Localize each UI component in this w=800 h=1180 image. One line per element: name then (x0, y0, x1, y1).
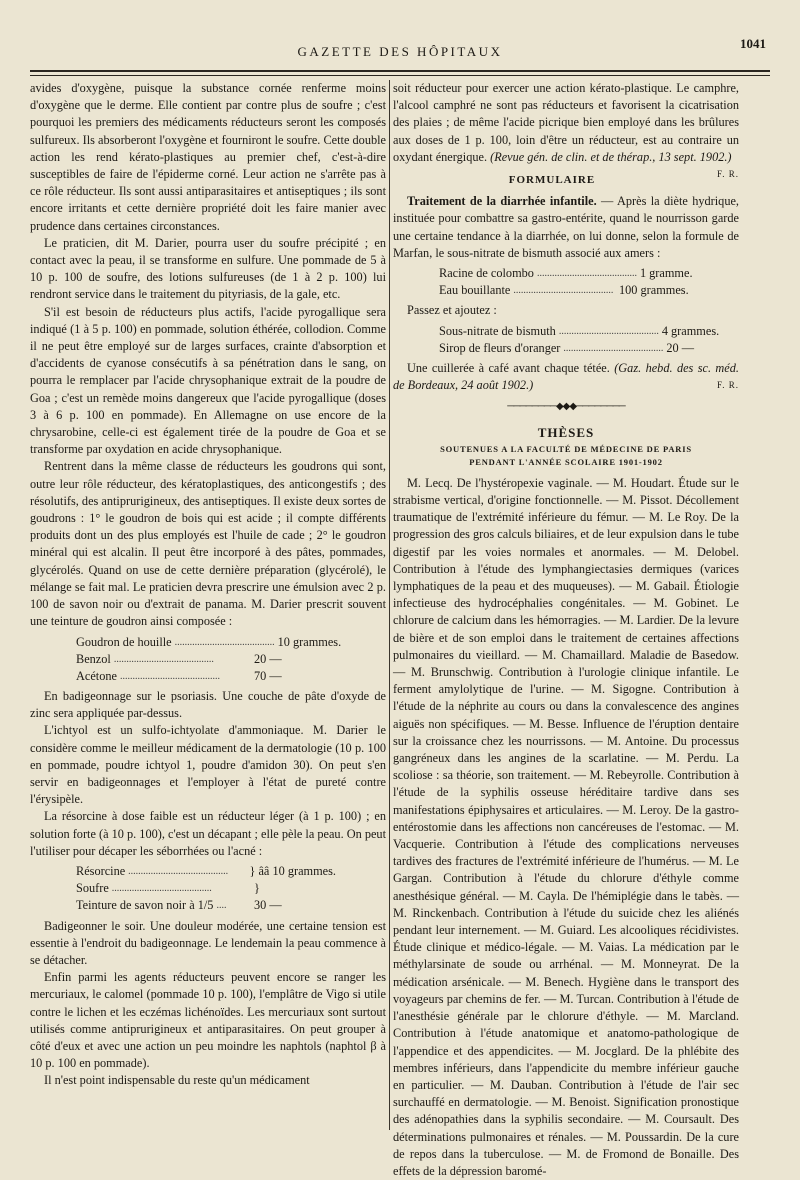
formula-text: — Après la diète hydrique, instituée pour combattre sa gastro-entérite, quand le nourrisson garde une certaine tendance à la diarrhée, on lui donne, selon la formule de Marfan, le sous-nitrate de bismuth associé aux amers : (393, 194, 740, 260)
recipe-row: Benzol ........................................ 20 — (76, 651, 336, 668)
ingredient-name: Sirop de fleurs d'oranger (439, 340, 561, 355)
recipe-row: Acétone ........................................ 70 — (76, 668, 336, 685)
page-header (30, 36, 770, 66)
paragraph (393, 80, 739, 180)
recipe-colombo (439, 265, 701, 299)
paragraph: Enfin parmi les agents réducteurs peuvent encore se ranger les mercuriaux, le calomel (pommade 10 p. 100), l'emplâtre de Vigo si utile contre le lichen et les eczémas lichénoïdes. Les mercuriaux sont surtout utilisés comme antiprurigineux et antiparasitaires. On peut grouper à côté d'eux et avec une action un peu moindre les naphtols (naphtol β à 10 p. 100 en pommade). (30, 970, 386, 1071)
ingredient-qty: } ââ 10 grammes. (249, 864, 336, 879)
ingredient-qty: 4 grammes. (661, 323, 720, 338)
paragraph (393, 193, 739, 262)
paragraph (393, 360, 739, 394)
ingredient-name: Soufre (76, 881, 109, 896)
paragraph: Le praticien, dit M. Darier, pourra user du soufre précipité ; en contact avec la peau, il se transforme en sulfure. Une pommade de 5 à 10 p. 100 de soufre, des lotions sulfureuses (de 1 à 2 p. 100) lui rendront service dans le traitement du pityriasis, de la gale, etc. (30, 235, 386, 302)
ingredient-name: Sous-nitrate de bismuth (439, 323, 556, 338)
paragraph: S'il est besoin de réducteurs plus actifs, l'acide pyrogallique sera indiqué (1 à 5 p. 100) en pommade, solution éthérée, collodion. Comme il ne peut être employé sur de larges surfaces, crainte d'absorption et d'accidents de cyanose consécutifs à sa pénétration dans le sang, on pourra le remplacer par l'acide chrysophanique extrait de la poudre de Goa ; c'est un remède moins dangereux que l'acide pyrogallique (doses 3 à 6 p. 100 en pommade). En Allemagne on use encore de la chrysarobine, celle-ci est également tirée de la poudre de Goa et se transforme par oxydation en acide chrysophanique. (30, 304, 386, 457)
paragraph: La résorcine à dose faible est un réducteur léger (à 1 p. 100) ; en solution forte (à 10 p. 100), c'est un décapant ; elle pèle la peau. On peut l'utiliser pour décaper les séborrhées ou l'acné : (30, 809, 386, 858)
ingredient-qty: } (254, 881, 260, 896)
recipe-resorcine (76, 863, 336, 915)
header-rule-thin (30, 75, 770, 76)
recipe-row: Soufre ........................................ } (76, 880, 336, 897)
recipe-bismuth (439, 323, 720, 357)
right-column (393, 80, 740, 1178)
ingredient-name: Acétone (76, 668, 117, 683)
ingredient-name: Teinture de savon noir à 1/5 (76, 898, 214, 913)
recipe-row: Sous-nitrate de bismuth ........................................ 4 grammes. (439, 323, 701, 340)
paragraph: Il n'est point indispensable du reste qu'un médicament (44, 1073, 310, 1088)
paragraph-text: Une cuillerée à café avant chaque tétée. (407, 360, 610, 375)
left-column (30, 80, 386, 1140)
ingredient-name: Résorcine (76, 864, 126, 879)
paragraph: avides d'oxygène, puisque la substance cornée renferme moins d'oxygène que le derme. Elle contient par contre plus de soufre ; c'est pourquoi les premiers des médicaments réducteurs seront les composés sulfureux. Ils absorberont l'oxygène et fourniront le soufre. Cette double action les rend kérato-plastiques au premier chef, c'est-à-dire susceptibles de faire de l'épiderme corné. Leur action ne s'arrête pas à ce rôle réducteur. Ils sont aussi antiparasitaires et antiseptiques ; ils sont encore irritants et cette dernière propriété doit les faire manier avec prudence dans certaines circonstances. (30, 81, 386, 233)
ingredient-qty: 20 — (666, 340, 695, 355)
citation: (Revue gén. de clin. et de thérap., 13 sept. 1902.) (490, 149, 732, 164)
theses-subheading: PENDANT L'ANNÉE SCOLAIRE 1901-1902 (469, 456, 663, 467)
ingredient-qty: 1 gramme. (639, 266, 693, 281)
formula-title: Traitement de la diarrhée infantile. (407, 194, 597, 209)
signature: F. R. (716, 380, 739, 391)
theses-subheading: SOUTENUES A LA FACULTÉ DE MÉDECINE DE PARIS (440, 443, 692, 454)
citation: (Gaz. hebd. des sc. méd. de Bordeaux, 24 août 1902.) (393, 360, 739, 393)
recipe-row: Résorcine ........................................ } ââ 10 grammes. (76, 863, 336, 880)
theses-list: M. Lecq. De l'hystéropexie vaginale. — M. Houdart. Étude sur le strabisme vertical, d'origine fonctionnelle. — M. Pissot. Décollement traumatique de l'extrémité inférieure du fémur. — M. Le Roy. De la progression des gros calculs biliaires, et de leur expulsion dans le tube digestif par les voies normales et anormales. — M. Delobel. Contribution à l'étude des lymphangiectasies dermiques (varices lymphatiques de la peau et des muqueuses). — M. Gabail. Étiologie infectieuse des hydrocéphalies congénitales. — M. Gobinet. Le chlorure de calcium dans les hémorragies. — M. Lardier. De la levure de bière et de son emploi dans le traitement de certaines affections pulmonaires du vieillard. — M. Chamaillard. Maladie de Basedow. — M. Brunschwig. Contribution à l'urologie clinique infantile. Le ferment amylolytique de l'urine. — M. Sigogne. Contribution à l'étude de la néphrite au cours ou dans la convalescence des angines aiguës non spécifiques. — M. Besse. Influence de l'éruption dentaire sur la croissance chez les nourrissons. — M. Antoine. Du processus gangréneux dans les angines de la scarlatine. — M. Perdu. La scoliose : sa théorie, son traitement. — M. Rebeyrolle. Contribution à l'étude de la syphilis osseuse héréditaire tardive dans ses manifestations épiphysaires et articulaires. — M. Leroy. De la gastro-entérostomie dans les affections non cancéreuses de l'estomac. — M. Vacquerie. Contribution à l'étude des complications nerveuses tardives des fractures de l'extrémité inférieure de l'humérus. — M. Le Gargan. Contribution à l'étude du chlorure d'éthyle comme anesthésique général. — M. Cayla. De l'hémiplégie dans le tabès. — M. Rinckenbach. Contribution à l'étude du suicide chez les aliénés pendant leur internement. — M. Guiard. Les alcooliques récidivistes. Étude clinique et médico-légale. — M. Vaias. La médication par le méthylarsinate de soude ou arrhénal. — M. Monneyrat. De la médication arsénicale. — M. Benech. Hygiène dans le transport des voyageurs par chemins de fer. — M. Turcan. Contribution à l'étude de l'anesthésie générale par le chlorure d'éthyle. — M. Marcland. Contribution à l'étude anatomique et anatomo-pathologique de l'appendice et des appendicites. — M. Jocglard. De la phlébite des membres inférieurs, dans l'appendicite du membre inférieur gauche en particulier. — M. Dauban. Contribution à l'étude de l'air sec surchauffé en dermatologie. — M. Benoist. Signification pronostique des adénopathies dans la syphilis secondaire. — M. Coursault. Des déterminations pulmonaires et rénales. — M. Poussardin. De la cure de repos dans la tuberculose. — M. de Fromond de Bonaille. Des effets de la dépression baromé- (393, 475, 739, 1178)
paragraph: Badigeonner le soir. Une douleur modérée, une certaine tension est essentie à l'endroit du badigeonnage. Le lendemain la peau commence à se détacher. (30, 918, 386, 968)
running-title: GAZETTE DES HÔPITAUX (297, 44, 503, 59)
section-heading-formulaire: FORMULAIRE (508, 174, 596, 187)
ingredient-name: Benzol (76, 651, 111, 666)
column-divider (389, 80, 390, 1130)
signature: F. R. (716, 169, 739, 180)
page-number: 1041 (740, 36, 766, 51)
ingredient-name: Racine de colombo (439, 266, 534, 281)
recipe-row: Eau bouillante ........................................ 100 grammes. (439, 282, 701, 299)
ingredient-qty: 70 — (254, 668, 282, 683)
recipe-row: Goudron de houille ........................................ 10 grammes. (76, 634, 336, 651)
paragraph: L'ichtyol est un sulfo-ichtyolate d'ammoniaque. M. Darier le considère comme le meilleur médicament de la dermatologie (10 p. 100 en pommade, poudre ichtyol 1, poudre d'amidon 30). On peut s'en servir en badigeonnages et l'employer à l'état de pureté contre l'érysipèle. (30, 723, 386, 807)
paragraph: Passez et ajoutez : (407, 303, 497, 318)
ingredient-qty: 100 grammes. (619, 283, 689, 298)
recipe-row: Teinture de savon noir à 1/5 .... 30 — (76, 897, 336, 914)
recipe-goudron (76, 634, 342, 686)
recipe-row: Racine de colombo ........................................ 1 gramme. (439, 265, 701, 282)
recipe-row: Sirop de fleurs d'oranger ........................................ 20 — (439, 340, 701, 357)
ingredient-name: Goudron de houille (76, 634, 172, 649)
ingredient-qty: 20 — (254, 651, 282, 666)
section-heading-theses: THÈSES (537, 424, 595, 440)
ingredient-name: Eau bouillante (439, 283, 511, 298)
ingredient-qty: 30 — (254, 898, 282, 913)
header-rule-thick (30, 70, 770, 72)
ornament-divider: ────────◆◆◆──────── (507, 401, 625, 413)
ingredient-qty: 10 grammes. (277, 634, 342, 649)
paragraph: Rentrent dans la même classe de réducteurs les goudrons qui sont, outre leur rôle réducteur, des kératoplastiques, des anticongestifs ; des résolutifs, des antiprurigineux, des antiseptiques. Il existe deux sortes de goudrons : 1° le goudron de bois qui est acide ; il compte différents produits dont un des plus employés est l'huile de cade ; 2° le goudron minéral qui est alcalin. Il peut être incorporé à des pâtes, pommades, glycérolés. Quand on use de cette dernière préparation (glycérolé), le mélange se fait mal. Le praticien devra prescrire une émulsion avec 2 p. 100 de savon noir ou d'extrait de panama. M. Darier prescrit souvent une teinture de goudron ainsi composée : (30, 459, 386, 629)
paragraph-text: soit réducteur pour exercer une action kérato-plastique. Le camphre, l'alcool camphré ne sont pas réducteurs et favorisent la cicatrisation des plaies ; de même l'acide picrique bien employé dans les brûlures aux doses de 1 p. 100, loin d'être un réducteur, est au contraire un oxydant énergique. (393, 81, 739, 164)
paragraph: En badigeonnage sur le psoriasis. Une couche de pâte d'oxyde de zinc sera appliquée par-dessus. (30, 689, 386, 721)
